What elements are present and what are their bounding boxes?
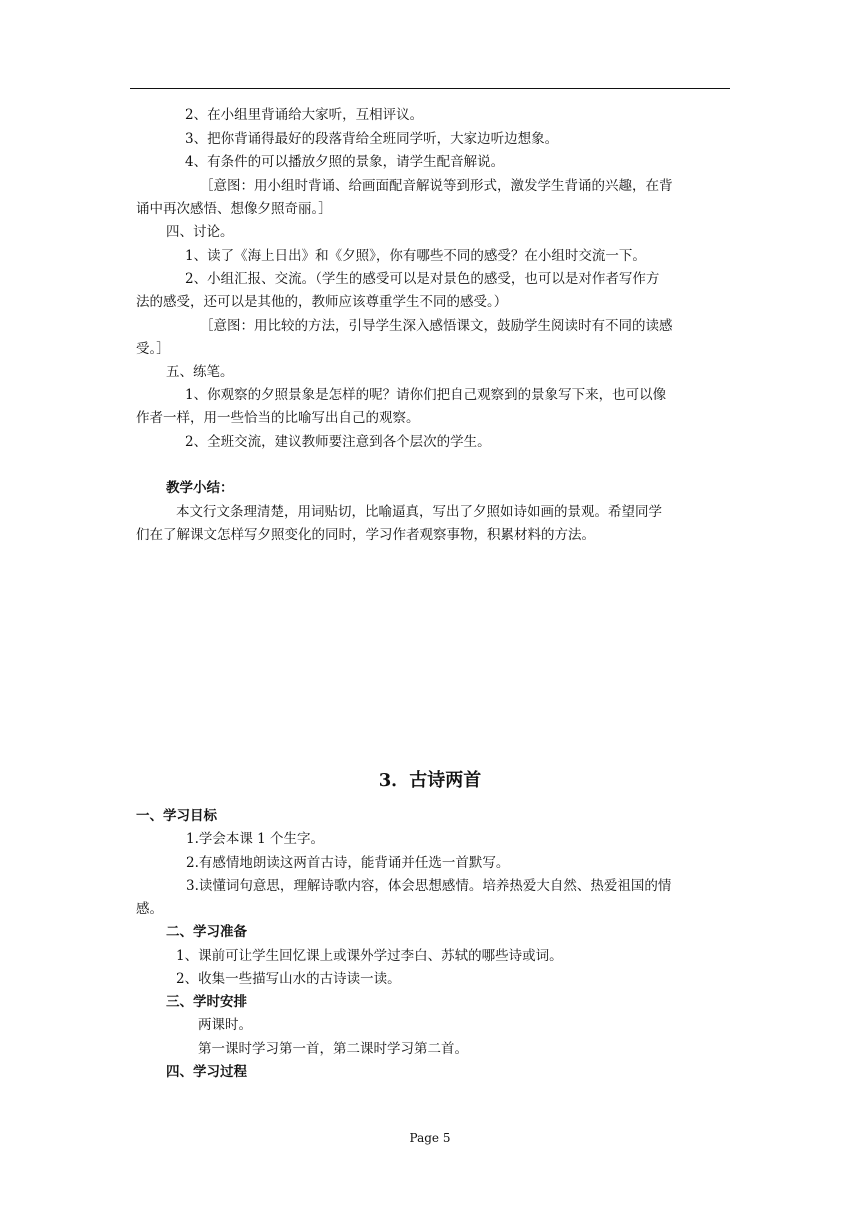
text-line: 4、有条件的可以播放夕照的景象，请学生配音解说。 <box>185 154 505 170</box>
text-line: 2、在小组里背诵给大家听，互相评议。 <box>185 107 424 123</box>
text-line: ［意图：用比较的方法，引导学生深入感悟课文，鼓励学生阅读时有不同的读感 <box>200 318 673 334</box>
section-heading: 二、学习准备 <box>166 924 247 940</box>
text-line: 2、收集一些描写山水的古诗读一读。 <box>176 971 401 987</box>
text-line: 诵中再次感悟、想像夕照奇丽。］ <box>136 201 332 217</box>
text-line: 2、小组汇报、交流。（学生的感受可以是对景色的感受，也可以是对作者写作方 <box>185 271 660 287</box>
header-rule <box>130 88 730 89</box>
section-heading: 三、学时安排 <box>166 994 247 1010</box>
lesson-title: 3．古诗两首 <box>378 770 482 791</box>
text-line: 四、讨论。 <box>166 224 234 240</box>
summary-line: 本文行文条理清楚，用词贴切，比喻逼真，写出了夕照如诗如画的景观。希望同学 <box>176 504 662 520</box>
text-line: 第一课时学习第一首，第二课时学习第二首。 <box>198 1041 468 1057</box>
text-line: ［意图：用小组时背诵、给画面配音解说等到形式，激发学生背诵的兴趣，在背 <box>200 178 673 194</box>
text-line: 法的感受，还可以是其他的，教师应该尊重学生不同的感受。） <box>136 294 508 310</box>
text-line: 1.学会本课 1 个生字。 <box>186 831 325 847</box>
page-number: Page 5 <box>409 1131 451 1145</box>
text-line: 1、课前可让学生回忆课上或课外学过李白、苏轼的哪些诗或词。 <box>176 948 563 964</box>
text-line: 两课时。 <box>198 1017 252 1033</box>
text-line: 3、把你背诵得最好的段落背给全班同学听，大家边听边想象。 <box>185 131 559 147</box>
text-line: 2、全班交流，建议教师要注意到各个层次的学生。 <box>185 434 491 450</box>
summary-line: 们在了解课文怎样写夕照变化的同时，学习作者观察事物，积累材料的方法。 <box>136 527 595 543</box>
text-line: 1、读了《海上日出》和《夕照》，你有哪些不同的感受？在小组时交流一下。 <box>185 248 646 264</box>
text-line: 感。 <box>136 901 163 917</box>
text-line: 受。］ <box>136 341 170 357</box>
text-line: 1、你观察的夕照景象是怎样的呢？请你们把自己观察到的景象写下来，也可以像 <box>185 387 667 403</box>
section-heading: 四、学习过程 <box>166 1064 247 1080</box>
summary-heading: 教学小结： <box>166 480 234 496</box>
text-line: 2.有感情地朗读这两首古诗，能背诵并任选一首默写。 <box>186 855 510 871</box>
text-line: 五、练笔。 <box>166 364 234 380</box>
text-line: 作者一样，用一些恰当的比喻写出自己的观察。 <box>136 410 420 426</box>
section-heading: 一、学习目标 <box>136 808 217 824</box>
text-line: 3.读懂词句意思，理解诗歌内容，体会思想感情。培养热爱大自然、热爱祖国的情 <box>186 878 672 894</box>
